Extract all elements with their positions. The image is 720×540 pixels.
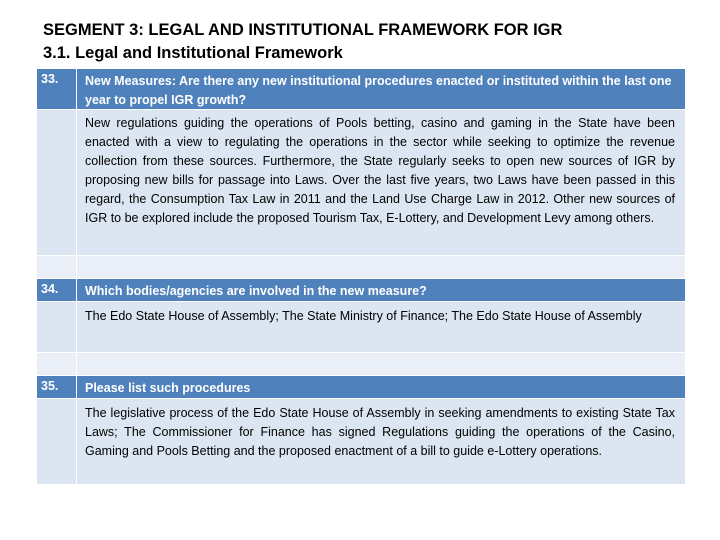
question-number: 34. bbox=[37, 279, 77, 301]
answer-row-33 bbox=[37, 110, 685, 256]
answer-row-35 bbox=[37, 399, 685, 485]
spacer-cell bbox=[37, 256, 77, 278]
spacer-cell bbox=[37, 353, 77, 375]
question-row-35 bbox=[37, 376, 685, 399]
question-number: 33. bbox=[37, 69, 77, 109]
page-heading bbox=[43, 19, 562, 65]
answer-text: The Edo State House of Assembly; The State Ministry of Finance; The Edo State House of Assembly bbox=[85, 309, 642, 323]
spacer-cell bbox=[77, 256, 685, 278]
question-row-33 bbox=[37, 69, 685, 110]
segment-title: SEGMENT 3: LEGAL AND INSTITUTIONAL FRAMEWORK FOR IGR bbox=[43, 21, 563, 39]
spacer-cell bbox=[77, 353, 685, 375]
framework-table bbox=[37, 69, 685, 485]
question-text: New Measures: Are there any new institutional procedures enacted or instituted within the last one year to propel IGR growth? bbox=[85, 74, 672, 107]
answer-text: New regulations guiding the operations of Pools betting, casino and gaming in the State have been enacted with a view to regulating the operations in the sector while seeking to optimize the revenue collection from these sources. Furthermore, the State regularly seeks to open new sources of IGR by proposing new bills for passage into Laws. Over the last five years, two Laws have been passed in this regard, the Consumption Tax Law in 2011 and the Land Use Charge Law in 2012. Other new sources of IGR to be explored include the proposed Tourism Tax, E-Lottery, and Development Levy among others. bbox=[85, 116, 675, 225]
answer-number-cell bbox=[37, 302, 77, 352]
question-number: 35. bbox=[37, 376, 77, 398]
answer-number-cell bbox=[37, 399, 77, 484]
spacer-row bbox=[37, 256, 685, 279]
answer-number-cell bbox=[37, 110, 77, 255]
answer-row-34 bbox=[37, 302, 685, 353]
answer-text: The legislative process of the Edo State House of Assembly in seeking amendments to existing State Tax Laws; The Commissioner for Finance has signed Regulations guiding the operations of the Casino, Gaming and Pools Betting and the proposed enactment of a bill to guide e-Lottery operations. bbox=[85, 406, 675, 458]
spacer-row bbox=[37, 353, 685, 376]
question-row-34 bbox=[37, 279, 685, 302]
question-text: Which bodies/agencies are involved in the new measure? bbox=[85, 284, 427, 298]
section-title: 3.1. Legal and Institutional Framework bbox=[43, 44, 343, 62]
question-text: Please list such procedures bbox=[85, 381, 251, 395]
